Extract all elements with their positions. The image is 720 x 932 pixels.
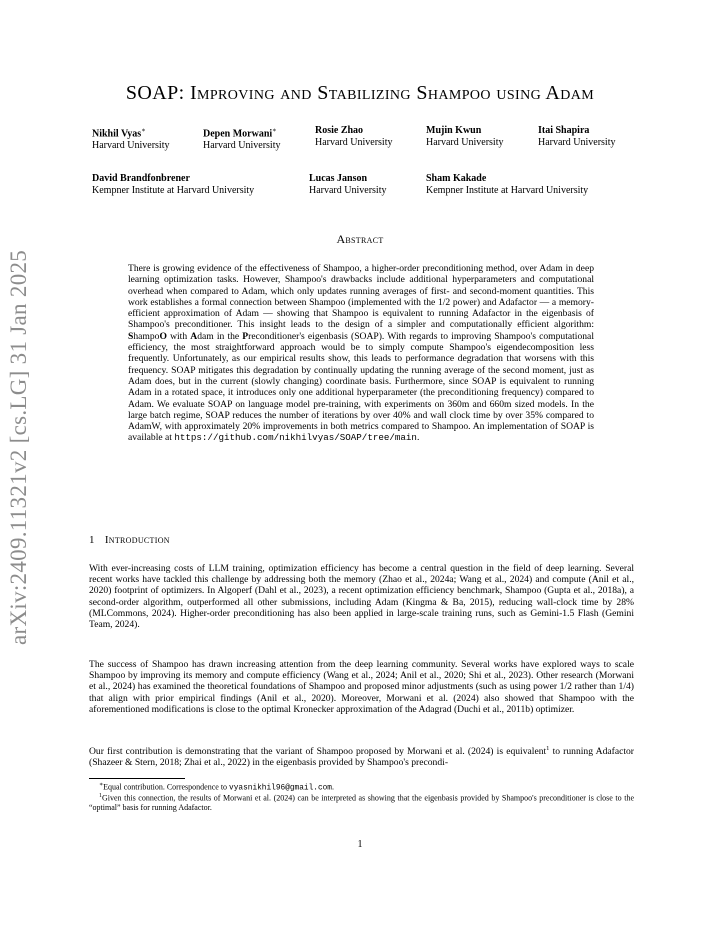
author-name: Itai Shapira <box>538 125 590 136</box>
author-block <box>309 173 386 197</box>
body-paragraph: Our first contribution is demonstrating that the variant of Shampoo proposed by Morwani et al. (2024) is equivalent$^1$ to running Adafactor (Shazeer & Stern, 2018; Zhai et al., 2022) in the eigenbasis provided by Shampoo's precondi- <box>89 745 634 769</box>
author-name: Lucas Janson <box>309 173 368 184</box>
author-block <box>426 125 503 149</box>
author-affiliation: Harvard University <box>426 137 504 148</box>
author-name: Depen Morwani <box>203 128 273 140</box>
footnote-rule <box>89 778 185 779</box>
footnote-equal-contribution: ∗Equal contribution. Correspondence to vyasnikhil96@gmail.com. <box>99 782 334 793</box>
section-heading <box>89 534 170 546</box>
author-block <box>426 173 588 197</box>
abstract-body: There is growing evidence of the effectiveness of Shampoo, a higher-order preconditioning method, over Adam in deep learning optimization tasks. However, Shampoo's drawbacks include additional hyperparameters and computational overhead when compared to Adam, which only updates running averages of first- and second-moment quantities. This work establishes a formal connection between Shampoo (implemented with the 1/2 power) and Adafactor — a memory-efficient approximation of Adam — showing that Shampoo is equivalent to running Adafactor in the eigenbasis of Shampoo's preconditioner. This insight leads to the design of a simpler and computationally efficient algorithm: ShampoO with Adam in the Preconditioner's eigenbasis (SOAP). With regards to improving Shampoo's computational efficiency, the most straightforward approach would be to simply compute Shampoo's eigendecomposition less frequently. Unfortunately, as our empirical results show, this leads to performance degradation that worsens with this frequency. SOAP mitigates this degradation by continually updating the running average of the second moment, just as Adam does, but in the current (slowly changing) coordinate basis. Furthermore, since SOAP is equivalent to running Adam in a rotated space, it introduces only one additional hyperparameter (the preconditioning frequency) compared to Adam. We evaluate SOAP on language model pre-training, with experiments on 360m and 660m sized models. In the large batch regime, SOAP reduces the number of iterations by over 40% and wall clock time by over 35% compared to AdamW, with approximately 20% improvements in both metrics compared to Shampoo. An implementation of SOAP is available at https://github.com/nikhilvyas/SOAP/tree/main. <box>128 263 594 444</box>
author-affiliation: Harvard University <box>315 137 393 148</box>
arxiv-identifier: arXiv:2409.11321v2 [cs.LG] 31 Jan 2025 <box>6 249 31 645</box>
equal-contribution-mark: ∗ <box>272 127 277 134</box>
correspondence-email-link[interactable]: vyasnikhil96@gmail.com <box>229 784 332 793</box>
author-affiliation: Kempner Institute at Harvard University <box>92 185 255 196</box>
author-name: Mujin Kwun <box>426 125 482 136</box>
section-title: Introduction <box>104 534 170 546</box>
abstract-heading: Abstract <box>336 232 384 246</box>
author-affiliation: Harvard University <box>92 140 170 152</box>
author-block <box>315 125 392 149</box>
author-block <box>203 125 280 152</box>
author-affiliation: Harvard University <box>203 140 281 152</box>
footnote-ref[interactable]: 1 <box>546 745 550 752</box>
author-name: Nikhil Vyas <box>92 128 142 140</box>
author-block <box>538 125 615 149</box>
author-block <box>92 173 254 197</box>
author-affiliation: Kempner Institute at Harvard University <box>426 185 589 196</box>
equal-contribution-mark: ∗ <box>141 127 146 134</box>
author-affiliation: Harvard University <box>538 137 616 148</box>
code-repository-link[interactable]: https://github.com/nikhilvyas/SOAP/tree/main <box>174 432 417 444</box>
body-paragraph: With ever-increasing costs of LLM training, optimization efficiency has become a central question in the field of deep learning. Several recent works have tackled this challenge by addressing both the memory (Zhao et al., 2024a; Wang et al., 2024) and compute (Anil et al., 2020) footprint of optimizers. In Algoperf (Dahl et al., 2023), a recent optimization efficiency benchmark, Shampoo (Gupta et al., 2018a), a second-order algorithm, outperformed all other submissions, including Adam (Kingma & Ba, 2015), reducing wall-clock time by 28% (MLCommons, 2024). Higher-order preconditioning has also been applied in large-scale training runs, such as Gemini-1.5 Flash (Gemini Team, 2024). <box>89 563 634 631</box>
author-name: Sham Kakade <box>426 173 487 184</box>
page-number: 1 <box>357 839 363 850</box>
author-name: David Brandfonbrener <box>92 173 190 184</box>
paper-title: SOAP: Improving and Stabilizing Shampoo using Adam <box>125 82 595 104</box>
footnote-1: $^1$Given this connection, the results of Morwani et al. (2024) can be interpreted as showing that the eigenbasis provided by Shampoo's preconditioner is close to the “optimal” basis for running Adafactor. <box>89 793 634 813</box>
section-number: 1 <box>89 534 95 546</box>
author-affiliation: Harvard University <box>309 185 387 196</box>
author-name: Rosie Zhao <box>315 125 364 136</box>
author-block <box>92 125 169 152</box>
body-paragraph: The success of Shampoo has drawn increasing attention from the deep learning community. Several works have explored ways to scale Shampoo by improving its memory and compute efficiency (Wang et al., 2024; Anil et al., 2020; Shi et al., 2023). Other research (Morwani et al., 2024) has examined the theoretical foundations of Shampoo and proposed minor adjustments (such as using power 1/2 rather than 1/4) that align with prior empirical findings (Anil et al., 2020). Moreover, Morwani et al. (2024) also showed that Shampoo with the aforementioned modifications is close to the optimal Kronecker approximation of the Adagrad (Duchi et al., 2011b) optimizer. <box>89 659 634 715</box>
